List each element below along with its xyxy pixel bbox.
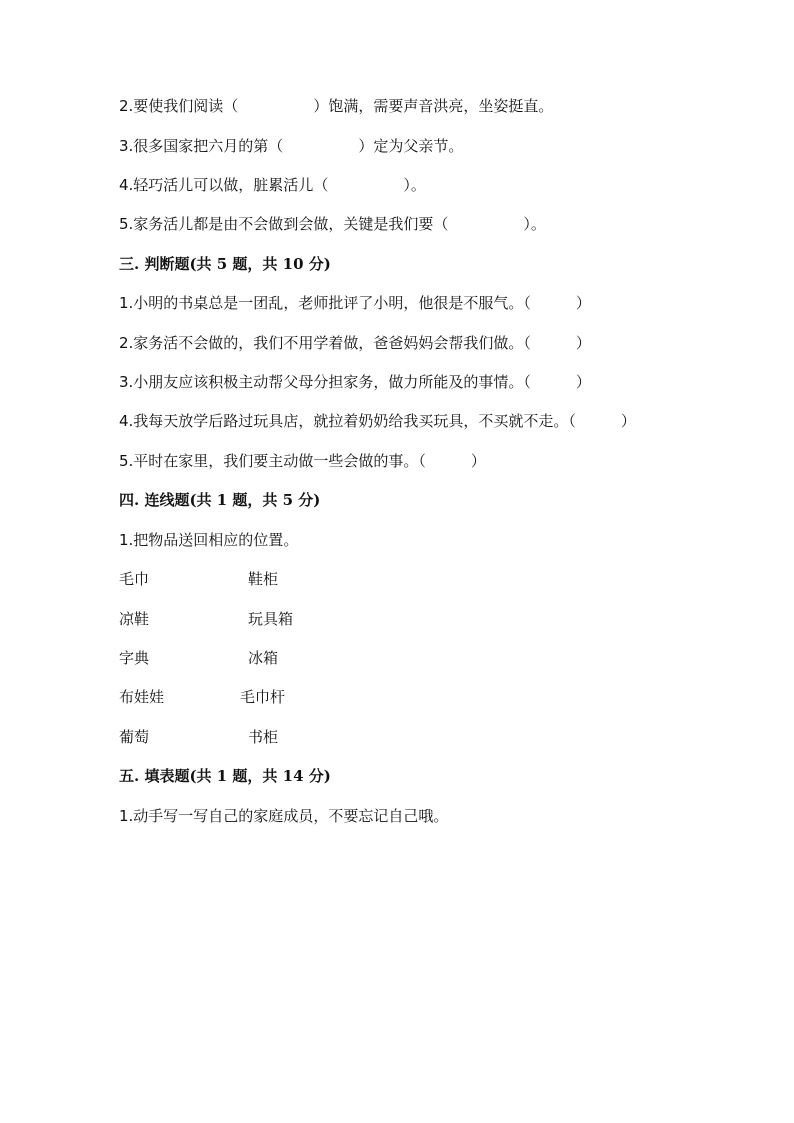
section-4-title: 四. 连线题(共 1 题，共 5 分)	[119, 491, 321, 509]
fill-blank-question-3: 3.很多国家把六月的第（ ）定为父亲节。	[119, 137, 464, 155]
matching-question: 1.把物品送回相应的位置。	[119, 531, 299, 549]
true-false-question-1: 1.小明的书桌总是一团乱，老师批评了小明，他很是不服气。（ ）	[119, 294, 591, 312]
matching-left-item: 凉鞋	[119, 610, 150, 628]
fill-table-question: 1.动手写一写自己的家庭成员，不要忘记自己哦。	[119, 807, 449, 825]
section-3-title: 三. 判断题(共 5 题，共 10 分)	[119, 255, 331, 273]
matching-left-item: 布娃娃	[119, 688, 165, 706]
true-false-question-2: 2.家务活不会做的，我们不用学着做，爸爸妈妈会帮我们做。（ ）	[119, 334, 591, 352]
matching-left-item: 字典	[119, 649, 150, 667]
matching-right-item: 书柜	[248, 728, 279, 746]
true-false-question-5: 5.平时在家里，我们要主动做一些会做的事。（ ）	[119, 452, 486, 470]
matching-right-item: 鞋柜	[248, 570, 279, 588]
matching-right-item: 冰箱	[248, 649, 279, 667]
section-5-title: 五. 填表题(共 1 题，共 14 分)	[119, 767, 331, 785]
true-false-question-3: 3.小朋友应该积极主动帮父母分担家务，做力所能及的事情。（ ）	[119, 373, 591, 391]
fill-blank-question-2: 2.要使我们阅读（ ）饱满，需要声音洪亮，坐姿挺直。	[119, 97, 554, 115]
true-false-question-4: 4.我每天放学后路过玩具店，就拉着奶奶给我买玩具，不买就不走。（ ）	[119, 412, 636, 430]
matching-right-item: 玩具箱	[248, 610, 294, 628]
matching-right-item: 毛巾杆	[240, 688, 286, 706]
fill-blank-question-4: 4.轻巧活儿可以做，脏累活儿（ ）。	[119, 176, 426, 194]
matching-left-item: 葡萄	[119, 728, 150, 746]
matching-left-item: 毛巾	[119, 570, 150, 588]
fill-blank-question-5: 5.家务活儿都是由不会做到会做，关键是我们要（ ）。	[119, 215, 546, 233]
